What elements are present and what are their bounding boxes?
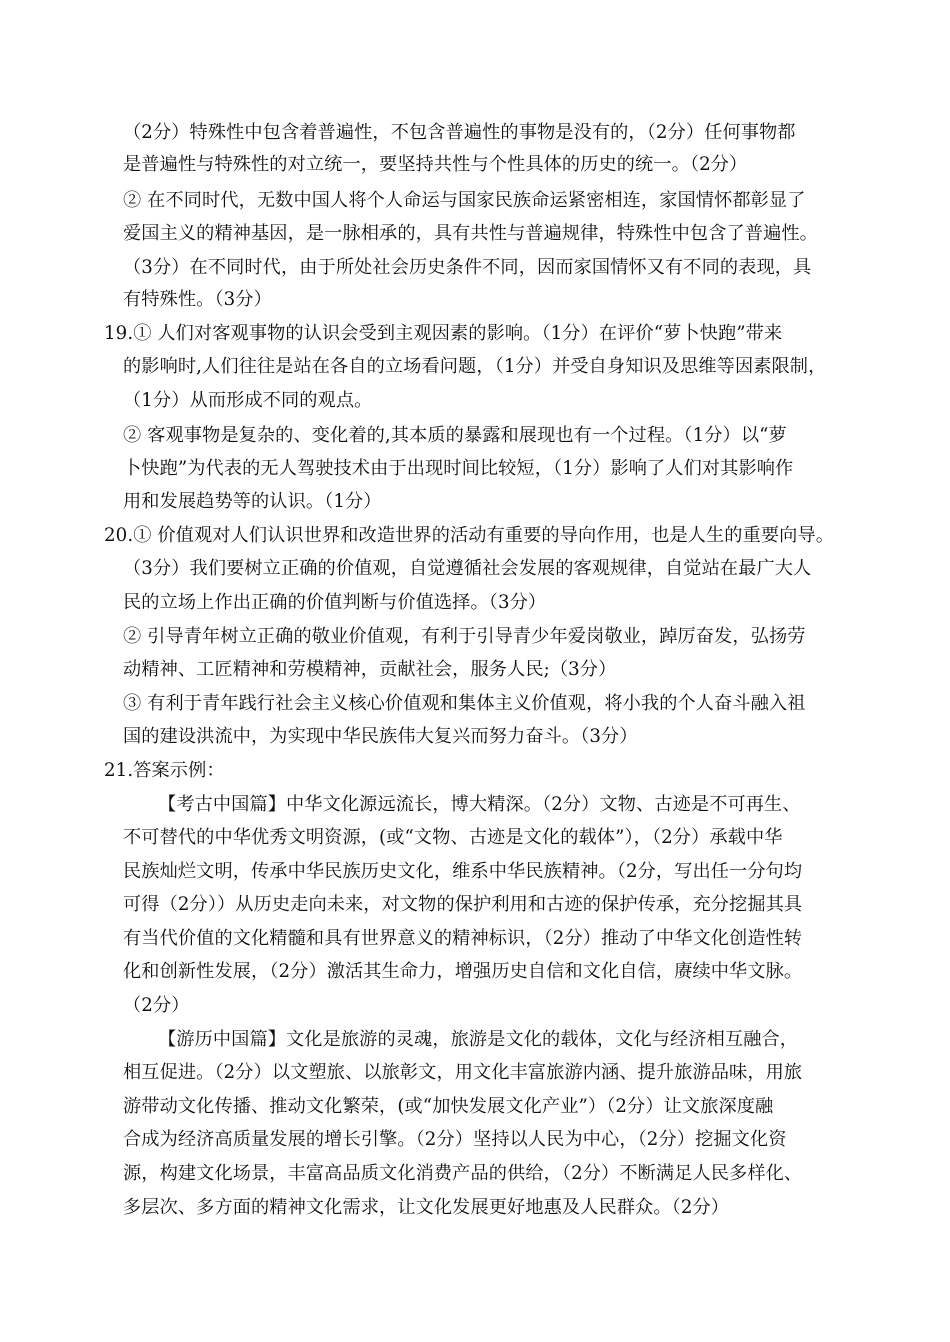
text-line: 相互促进。（2分）以文塑旅、以旅彰文，用文化丰富旅游内涵、提升旅游品味，用旅 <box>123 1062 803 1083</box>
text-line: ② 在不同时代，无数中国人将个人命运与国家民族命运紧密相连，家国情怀都彰显了 <box>123 190 806 211</box>
text-line: 是普遍性与特殊性的对立统一，要坚持共性与个性具体的历史的统一。（2分） <box>123 154 748 175</box>
text-line: 有特殊性。（3分） <box>123 289 272 310</box>
text-line: 民的立场上作出正确的价值判断与价值选择。（3分） <box>123 592 547 613</box>
question-21-line: 21.答案示例： <box>104 760 225 781</box>
text-line: 游带动文化传播、推动文化繁荣，(或“加快发展文化产业”）（2分）让文旅深度融 <box>123 1096 774 1117</box>
text-line: 不可替代的中华优秀文明资源，(或“文物、古迹是文化的载体”），（2分）承载中华 <box>123 827 783 848</box>
text-line: 有当代价值的文化精髓和具有世界意义的精神标识，（2分）推动了中华文化创造性转 <box>123 928 803 949</box>
text-line: 可得（2分））从历史走向未来，对文物的保护利用和古迹的保护传承，充分挖掘其具 <box>123 894 803 915</box>
section-heading-line: 【游历中国篇】文化是旅游的灵魂，旅游是文化的载体，文化与经济相互融合， <box>158 1029 799 1050</box>
text-line: ③ 有利于青年践行社会主义核心价值观和集体主义价值观，将小我的个人奋斗融入祖 <box>123 693 806 714</box>
question-19-line: 19.① 人们对客观事物的认识会受到主观因素的影响。（1分）在评价“萝卜快跑”带来 <box>104 323 783 344</box>
text-line: 卜快跑”为代表的无人驾驶技术由于出现时间比较短，（1分）影响了人们对其影响作 <box>123 458 794 479</box>
text-line: 爱国主义的精神基因，是一脉相承的，具有共性与普遍规律，特殊性中包含了普遍性。 <box>123 223 818 244</box>
text-line: （2分）特殊性中包含着普遍性，不包含普遍性的事物是没有的，（2分）任何事物都 <box>123 122 796 143</box>
text-line: 动精神、工匠精神和劳模精神，贡献社会，服务人民;（3分） <box>123 659 617 680</box>
text-line: 民族灿烂文明，传承中华民族历史文化，维系中华民族精神。（2分，写出任一分句均 <box>123 861 803 882</box>
question-20-line: 20.① 价值观对人们认识世界和改造世界的活动有重要的导向作用，也是人生的重要向导。 <box>104 525 835 546</box>
text-line: （1分）从而形成不同的观点。 <box>123 390 373 411</box>
text-line: 国的建设洪流中，为实现中华民族伟大复兴而努力奋斗。（3分） <box>123 726 638 747</box>
text-line: ② 引导青年树立正确的敬业价值观，有利于引导青少年爱岗敬业，踔厉奋发，弘扬劳 <box>123 626 806 647</box>
text-line: 源，构建文化场景，丰富高品质文化消费产品的供给，（2分）不断满足人民多样化、 <box>123 1163 803 1184</box>
text-line: （3分）我们要树立正确的价值观，自觉遵循社会发展的客观规律，自觉站在最广大人 <box>123 558 812 579</box>
text-line: （3分）在不同时代，由于所处社会历史条件不同，因而家国情怀又有不同的表现，具 <box>123 257 812 278</box>
text-line: 的影响时,人们往往是站在各自的立场看问题，（1分）并受自身知识及思维等因素限制， <box>123 356 827 377</box>
text-line: 多层次、多方面的精神文化需求，让文化发展更好地惠及人民群众。（2分） <box>123 1197 730 1218</box>
text-line: 化和创新性发展，（2分）激活其生命力，增强历史自信和文化自信，赓续中华文脉。 <box>123 961 803 982</box>
text-line: ② 客观事物是复杂的、变化着的,其本质的暴露和展现也有一个过程。（1分）以“萝 <box>123 425 787 446</box>
text-line: 合成为经济高质量发展的增长引擎。（2分）坚持以人民为中心，（2分）挖掘文化资 <box>123 1129 787 1150</box>
section-heading-line: 【考古中国篇】中华文化源远流长，博大精深。（2分）文物、古迹是不可再生、 <box>158 794 801 815</box>
text-line: 用和发展趋势等的认识。（1分） <box>123 491 382 512</box>
text-line: （2分） <box>123 995 190 1016</box>
